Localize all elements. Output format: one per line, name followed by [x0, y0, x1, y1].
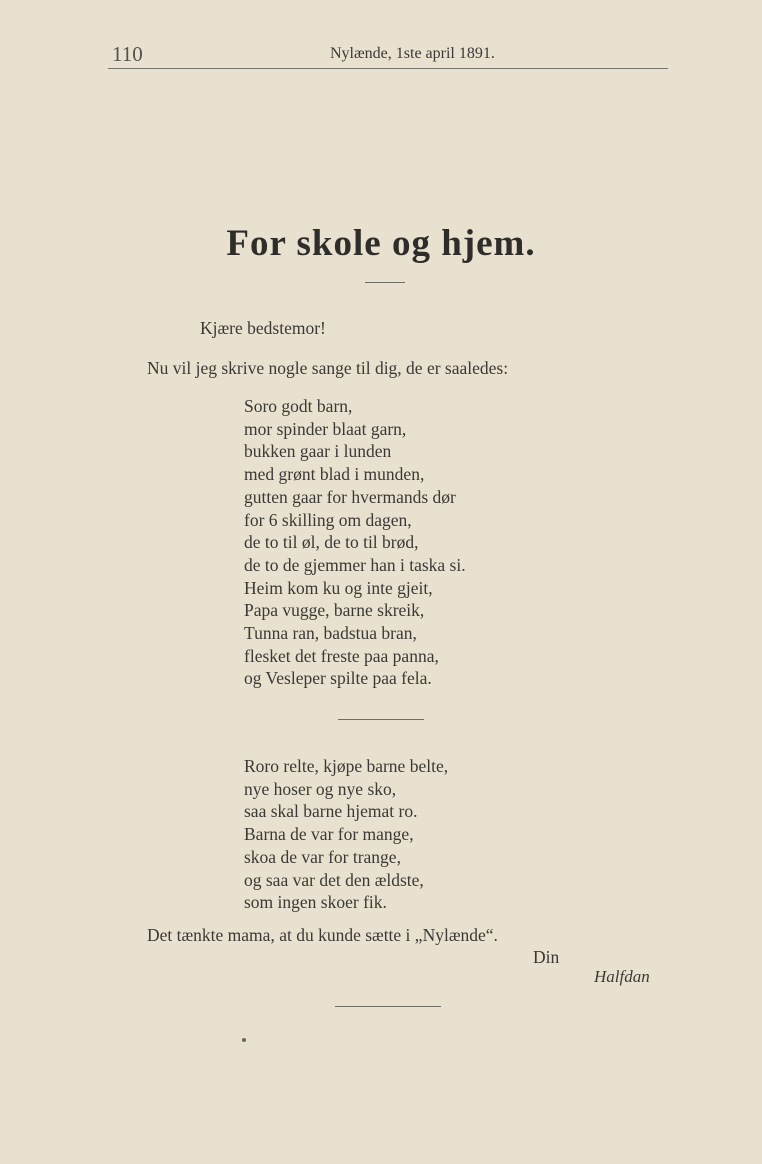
poem-stanza-1 — [244, 395, 466, 690]
poem-line: for 6 skilling om dagen, — [244, 509, 412, 530]
poem-line: flesket det freste paa panna, — [244, 645, 439, 666]
poem-line: og Vesleper spilte paa fela. — [244, 668, 432, 689]
poem-line: gutten gaar for hvermands dør — [244, 486, 456, 507]
poem-line: Barna de var for mange, — [244, 824, 414, 845]
greeting: Kjære bedstemor! — [200, 318, 326, 338]
article-title: For skole og hjem. — [226, 223, 536, 264]
poem-line: Papa vugge, barne skreik, — [244, 600, 425, 621]
poem-line: mor spinder blaat garn, — [244, 418, 407, 439]
poem-line: de to de gjemmer han i taska si. — [244, 554, 466, 575]
section-divider — [338, 719, 424, 720]
ink-speck — [242, 1038, 246, 1042]
poem-line: nye hoser og nye sko, — [244, 778, 397, 799]
poem-line: og saa var det den ældste, — [244, 869, 424, 890]
poem-line: Roro relte, kjøpe barne belte, — [244, 756, 449, 776]
valediction: Din — [533, 947, 560, 967]
poem-line: de to til øl, de to til brød, — [244, 532, 419, 553]
poem-line: Soro godt barn, — [244, 396, 353, 416]
page-number: 110 — [112, 42, 143, 66]
closing-text: Det tænkte mama, at du kunde sætte i „Nylænde“. — [147, 925, 498, 945]
section-divider — [365, 282, 405, 283]
poem-line: skoa de var for trange, — [244, 846, 401, 867]
poem-line: Tunna ran, badstua bran, — [244, 623, 417, 644]
poem-line: Heim kom ku og inte gjeit, — [244, 577, 433, 598]
poem-line: saa skal barne hjemat ro. — [244, 801, 418, 822]
intro-text: Nu vil jeg skrive nogle sange til dig, de er saaledes: — [147, 358, 509, 378]
poem-line: med grønt blad i munden, — [244, 464, 425, 485]
signature: Halfdan — [594, 967, 650, 986]
running-title: Nylænde, 1ste april 1891. — [330, 45, 495, 62]
poem-stanza-2 — [244, 755, 448, 914]
header-rule — [108, 68, 668, 69]
poem-line: som ingen skoer fik. — [244, 892, 387, 913]
section-divider — [335, 1006, 441, 1007]
poem-line: bukken gaar i lunden — [244, 441, 392, 462]
